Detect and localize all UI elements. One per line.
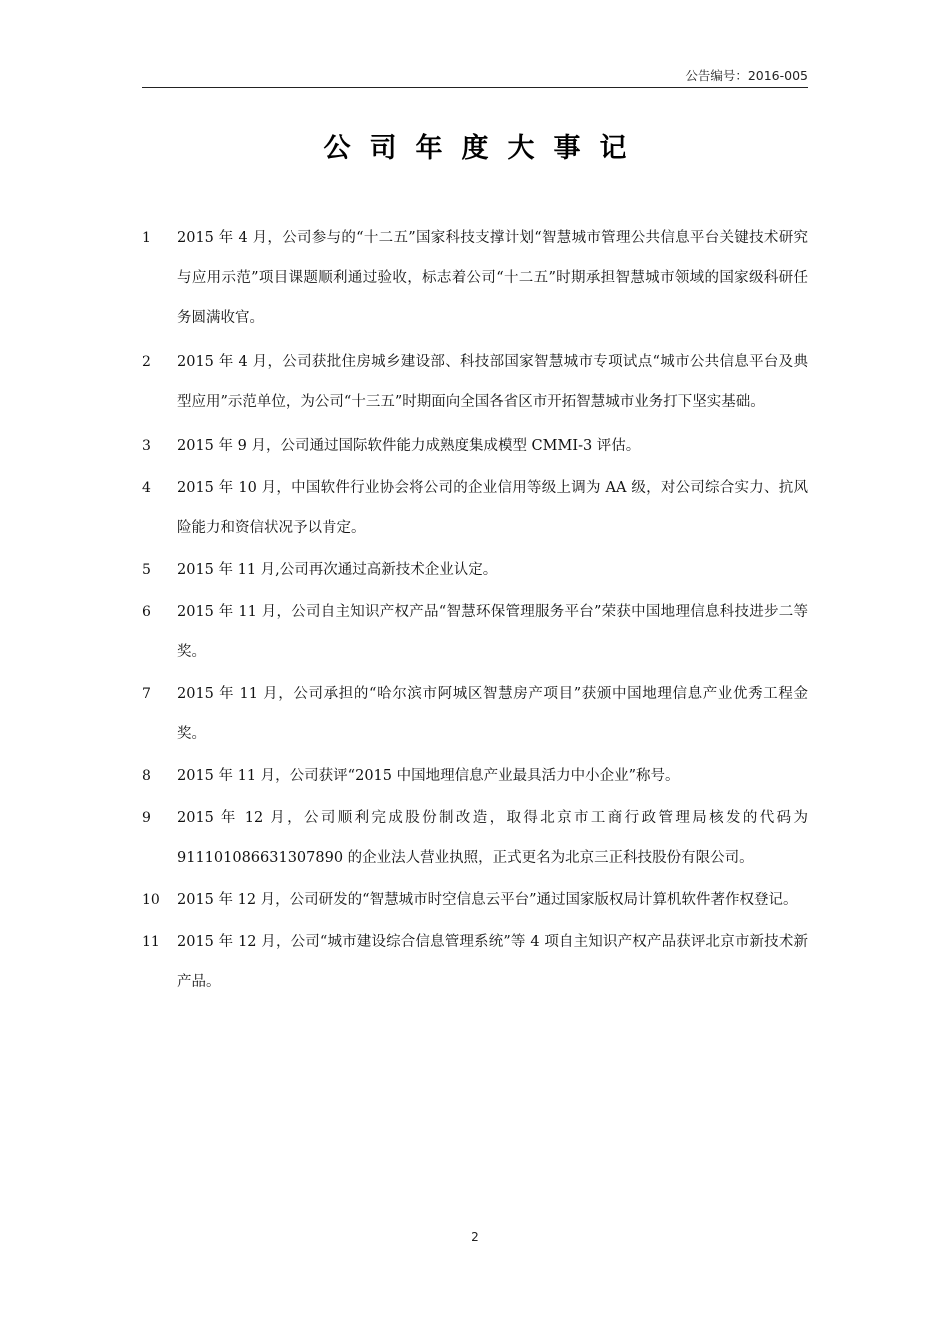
list-item-text: 2015 年 11 月，公司获评“2015 中国地理信息产业最具活力中小企业”称号。	[177, 768, 680, 784]
list-item-number: 8	[142, 768, 151, 784]
page-title: 公司年度大事记	[323, 133, 646, 164]
list-item	[142, 922, 808, 1002]
list-item-number: 3	[142, 438, 151, 454]
list-item	[142, 798, 808, 878]
events-list	[142, 218, 808, 1002]
list-item	[142, 880, 808, 920]
list-item-number: 5	[142, 562, 151, 578]
list-item	[142, 468, 808, 548]
list-item	[142, 550, 808, 590]
list-item	[142, 674, 808, 754]
list-item-number: 2	[142, 354, 151, 370]
list-item-number: 7	[142, 686, 151, 702]
list-item-number: 1	[142, 230, 151, 246]
list-item-text: 2015 年 12 月，公司顺利完成股份制改造，取得北京市工商行政管理局核发的代码为 911101086631307890 的企业法人营业执照，正式更名为北京三正科技股份有限公司。	[177, 810, 808, 866]
list-item-number: 10	[142, 892, 160, 908]
list-item	[142, 426, 808, 466]
list-item-text: 2015 年 12 月，公司研发的“智慧城市时空信息云平台”通过国家版权局计算机软件著作权登记。	[177, 892, 798, 908]
list-item-text: 2015 年 9 月，公司通过国际软件能力成熟度集成模型 CMMI-3 评估。	[177, 438, 641, 454]
list-item-number: 4	[142, 480, 151, 496]
page-number: 2	[471, 1230, 479, 1244]
list-item	[142, 218, 808, 338]
announcement-number: 公告编号：2016-005	[685, 68, 808, 83]
list-item	[142, 592, 808, 672]
list-item-number: 11	[142, 934, 160, 950]
page-header	[142, 66, 808, 88]
list-item-number: 9	[142, 810, 151, 826]
list-item-text: 2015 年 4 月，公司参与的“十二五”国家科技支撑计划“智慧城市管理公共信息平台关键技术研究与应用示范”项目课题顺利通过验收，标志着公司“十二五”时期承担智慧城市领域的国家级科研任务圆满收官。	[177, 230, 808, 326]
list-item-text: 2015 年 11 月,公司再次通过高新技术企业认定。	[177, 562, 498, 578]
list-item	[142, 342, 808, 422]
list-item-text: 2015 年 4 月，公司获批住房城乡建设部、科技部国家智慧城市专项试点“城市公共信息平台及典型应用”示范单位，为公司“十三五”时期面向全国各省区市开拓智慧城市业务打下坚实基础。	[177, 354, 808, 410]
list-item-text: 2015 年 12 月，公司“城市建设综合信息管理系统”等 4 项自主知识产权产品获评北京市新技术新产品。	[177, 934, 808, 990]
list-item-text: 2015 年 11 月，公司自主知识产权产品“智慧环保管理服务平台”荣获中国地理信息科技进步二等奖。	[177, 604, 808, 660]
header-divider	[142, 87, 808, 88]
list-item	[142, 756, 808, 796]
list-item-number: 6	[142, 604, 151, 620]
list-item-text: 2015 年 10 月，中国软件行业协会将公司的企业信用等级上调为 AA 级，对公司综合实力、抗风险能力和资信状况予以肯定。	[177, 480, 808, 536]
list-item-text: 2015 年 11 月，公司承担的“哈尔滨市阿城区智慧房产项目”获颁中国地理信息产业优秀工程金奖。	[177, 686, 808, 742]
